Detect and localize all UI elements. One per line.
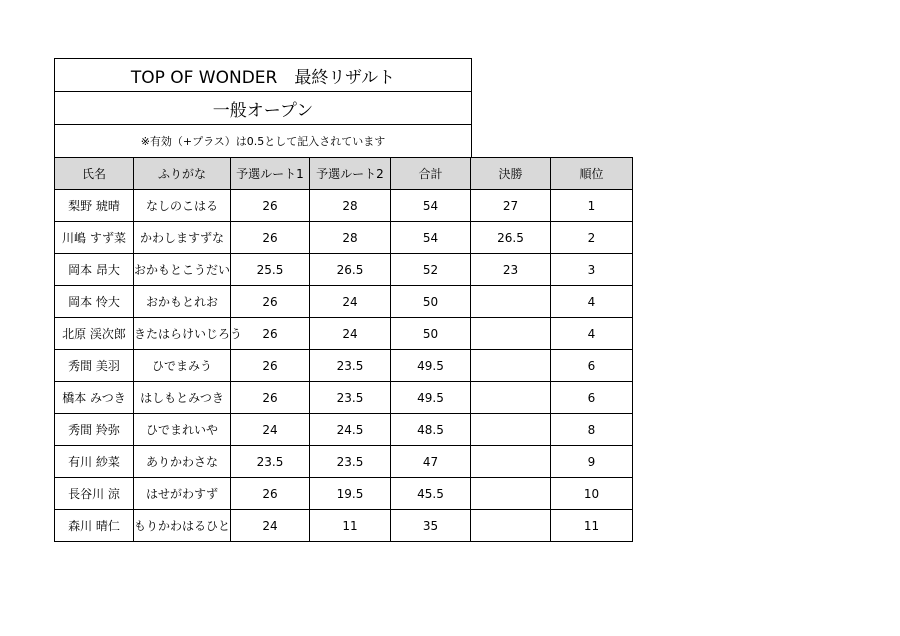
cell-rank: 6 xyxy=(551,382,633,414)
cell-name: 森川 晴仁 xyxy=(55,510,134,542)
cell-qualifier-route-2: 19.5 xyxy=(310,478,391,510)
cell-total: 52 xyxy=(391,254,471,286)
cell-qualifier-route-2: 23.5 xyxy=(310,350,391,382)
cell-final xyxy=(471,446,551,478)
cell-rank: 10 xyxy=(551,478,633,510)
table-row xyxy=(55,414,633,446)
column-header-furigana: ふりがな xyxy=(134,158,231,190)
column-header-rank: 順位 xyxy=(551,158,633,190)
cell-rank: 8 xyxy=(551,414,633,446)
cell-total: 45.5 xyxy=(391,478,471,510)
cell-total: 35 xyxy=(391,510,471,542)
cell-rank: 4 xyxy=(551,286,633,318)
scoring-note: ※有効（+プラス）は0.5として記入されています xyxy=(140,135,386,148)
cell-total: 49.5 xyxy=(391,382,471,414)
cell-qualifier-route-2: 24.5 xyxy=(310,414,391,446)
cell-furigana: はせがわすず xyxy=(134,478,231,510)
cell-rank: 2 xyxy=(551,222,633,254)
table-row xyxy=(55,478,633,510)
results-table xyxy=(54,157,633,542)
cell-qualifier-route-1: 26 xyxy=(231,222,310,254)
table-row xyxy=(55,286,633,318)
cell-qualifier-route-2: 24 xyxy=(310,286,391,318)
cell-furigana: なしのこはる xyxy=(134,190,231,222)
cell-rank: 3 xyxy=(551,254,633,286)
column-header-final: 決勝 xyxy=(471,158,551,190)
category-title: 一般オープン xyxy=(55,92,471,125)
cell-qualifier-route-2: 24 xyxy=(310,318,391,350)
cell-name: 梨野 琥晴 xyxy=(55,190,134,222)
cell-qualifier-route-2: 26.5 xyxy=(310,254,391,286)
cell-final xyxy=(471,318,551,350)
cell-name: 北原 渓次郎 xyxy=(55,318,134,350)
cell-rank: 1 xyxy=(551,190,633,222)
table-row xyxy=(55,318,633,350)
cell-qualifier-route-1: 26 xyxy=(231,286,310,318)
column-header-name: 氏名 xyxy=(55,158,134,190)
column-header-total: 合計 xyxy=(391,158,471,190)
cell-final xyxy=(471,382,551,414)
column-header-qualifier-route-1: 予選ルート1 xyxy=(231,158,310,190)
table-row xyxy=(55,190,633,222)
cell-qualifier-route-1: 26 xyxy=(231,478,310,510)
cell-rank: 9 xyxy=(551,446,633,478)
cell-qualifier-route-2: 23.5 xyxy=(310,382,391,414)
result-sheet xyxy=(54,58,634,542)
cell-name: 有川 紗菜 xyxy=(55,446,134,478)
cell-name: 秀間 羚弥 xyxy=(55,414,134,446)
table-row xyxy=(55,254,633,286)
cell-furigana: かわしますずな xyxy=(134,222,231,254)
cell-qualifier-route-1: 26 xyxy=(231,318,310,350)
table-row xyxy=(55,222,633,254)
column-header-qualifier-route-2: 予選ルート2 xyxy=(310,158,391,190)
cell-rank: 4 xyxy=(551,318,633,350)
cell-qualifier-route-1: 26 xyxy=(231,190,310,222)
cell-qualifier-route-2: 28 xyxy=(310,190,391,222)
cell-total: 54 xyxy=(391,190,471,222)
title-block xyxy=(54,58,472,157)
cell-furigana: ひでまれいや xyxy=(134,414,231,446)
cell-furigana: ありかわさな xyxy=(134,446,231,478)
cell-qualifier-route-1: 23.5 xyxy=(231,446,310,478)
cell-rank: 6 xyxy=(551,350,633,382)
cell-final: 23 xyxy=(471,254,551,286)
cell-total: 54 xyxy=(391,222,471,254)
cell-name: 長谷川 涼 xyxy=(55,478,134,510)
cell-total: 47 xyxy=(391,446,471,478)
cell-qualifier-route-2: 28 xyxy=(310,222,391,254)
cell-name: 岡本 怜大 xyxy=(55,286,134,318)
cell-rank: 11 xyxy=(551,510,633,542)
cell-final xyxy=(471,510,551,542)
cell-final xyxy=(471,286,551,318)
cell-final xyxy=(471,350,551,382)
cell-furigana: きたはらけいじろう xyxy=(134,318,231,350)
cell-total: 50 xyxy=(391,318,471,350)
cell-qualifier-route-2: 23.5 xyxy=(310,446,391,478)
cell-qualifier-route-1: 26 xyxy=(231,350,310,382)
cell-furigana: はしもとみつき xyxy=(134,382,231,414)
cell-name: 川嶋 すず菜 xyxy=(55,222,134,254)
cell-final: 27 xyxy=(471,190,551,222)
table-row xyxy=(55,350,633,382)
table-row xyxy=(55,510,633,542)
table-body xyxy=(55,190,633,542)
cell-final xyxy=(471,414,551,446)
cell-qualifier-route-1: 24 xyxy=(231,510,310,542)
cell-qualifier-route-1: 25.5 xyxy=(231,254,310,286)
cell-qualifier-route-1: 26 xyxy=(231,382,310,414)
cell-furigana: もりかわはるひと xyxy=(134,510,231,542)
cell-total: 50 xyxy=(391,286,471,318)
cell-furigana: おかもとれお xyxy=(134,286,231,318)
cell-furigana: おかもとこうだい xyxy=(134,254,231,286)
cell-total: 48.5 xyxy=(391,414,471,446)
table-row xyxy=(55,382,633,414)
cell-final xyxy=(471,478,551,510)
cell-qualifier-route-1: 24 xyxy=(231,414,310,446)
page-title: TOP OF WONDER 最終リザルト xyxy=(55,59,471,92)
cell-name: 岡本 昂大 xyxy=(55,254,134,286)
cell-name: 橋本 みつき xyxy=(55,382,134,414)
table-row xyxy=(55,446,633,478)
cell-furigana: ひでまみう xyxy=(134,350,231,382)
cell-qualifier-route-2: 11 xyxy=(310,510,391,542)
cell-total: 49.5 xyxy=(391,350,471,382)
cell-final: 26.5 xyxy=(471,222,551,254)
table-header-row xyxy=(55,158,633,190)
cell-name: 秀間 美羽 xyxy=(55,350,134,382)
